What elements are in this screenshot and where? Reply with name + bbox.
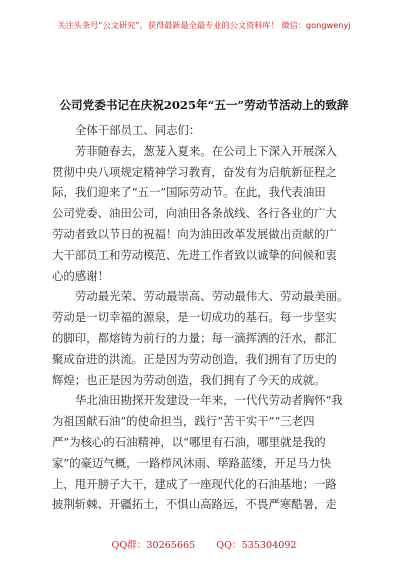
header-note: 关注头条号“公文研究”，获得最新最全最专业的公文资料库！ 微信：gongwenyj	[57, 20, 351, 30]
footer-contact	[0, 537, 408, 551]
body-line: 劳动最光荣、劳动最崇高、劳动最伟大、劳动最美丽。	[75, 289, 349, 304]
document-title: 公司党委书记在庆祝2025年“五一”劳动节活动上的致辞	[59, 98, 349, 112]
body-line: 大干部员工和劳动模范、先进工作者致以诚挚的问候和衷	[52, 247, 337, 262]
body-line: 芳菲随春去，葱茏入夏来。在公司上下深入开展深入	[75, 143, 337, 158]
footer-qq: QQ：535304092	[216, 540, 297, 551]
body-line: 际，我们迎来了“五一”国际劳动节。在此，我代表油田	[52, 185, 326, 200]
body-line: 贯彻中央八项规定精神学习教育，奋发有为启航新征程之	[52, 164, 337, 179]
speech-body	[52, 120, 358, 515]
body-line: 劳动者致以节日的祝福！向为油田改革发展做出贡献的广	[52, 226, 337, 241]
body-line: 家”的豪迈气概，一路栉风沐雨、筚路蓝缕，开足马力快	[52, 455, 332, 470]
body-line: 劳动是一切幸福的源泉，是一切成功的基石。每一步坚实	[52, 310, 337, 325]
salutation-line: 全体干部员工、同志们：	[75, 123, 201, 137]
body-line: 公司党委、油田公司，向油田各条战线、各行各业的广大	[52, 206, 337, 221]
body-line: 华北油田勘探开发建设一年来，一代代劳动者胸怀“我	[75, 393, 343, 408]
footer-qq-group: QQ群：30265665	[111, 540, 196, 551]
body-line: 的脚印，都熔铸为前行的力量；每一滴挥洒的汗水，都汇	[52, 330, 337, 345]
body-line: 披荆斩棘、开疆拓土，不惧山高路远，不畏严寒酷暑，走	[52, 497, 337, 512]
body-line: 严”为核心的石油精神，以“哪里有石油，哪里就是我的	[52, 434, 326, 449]
body-line: 辉煌；也正是因为劳动创造，我们拥有了今天的成就。	[52, 372, 326, 387]
body-line: 聚成奋进的洪流。正是因为劳动创造，我们拥有了历史的	[52, 351, 337, 366]
body-line: 心的感谢！	[52, 268, 109, 283]
body-line: 为祖国献石油”的使命担当，践行“苦干实干”“三老四	[52, 414, 315, 429]
body-line: 上，甩开膀子大干，建成了一座现代化的石油基地；一路	[52, 476, 337, 491]
